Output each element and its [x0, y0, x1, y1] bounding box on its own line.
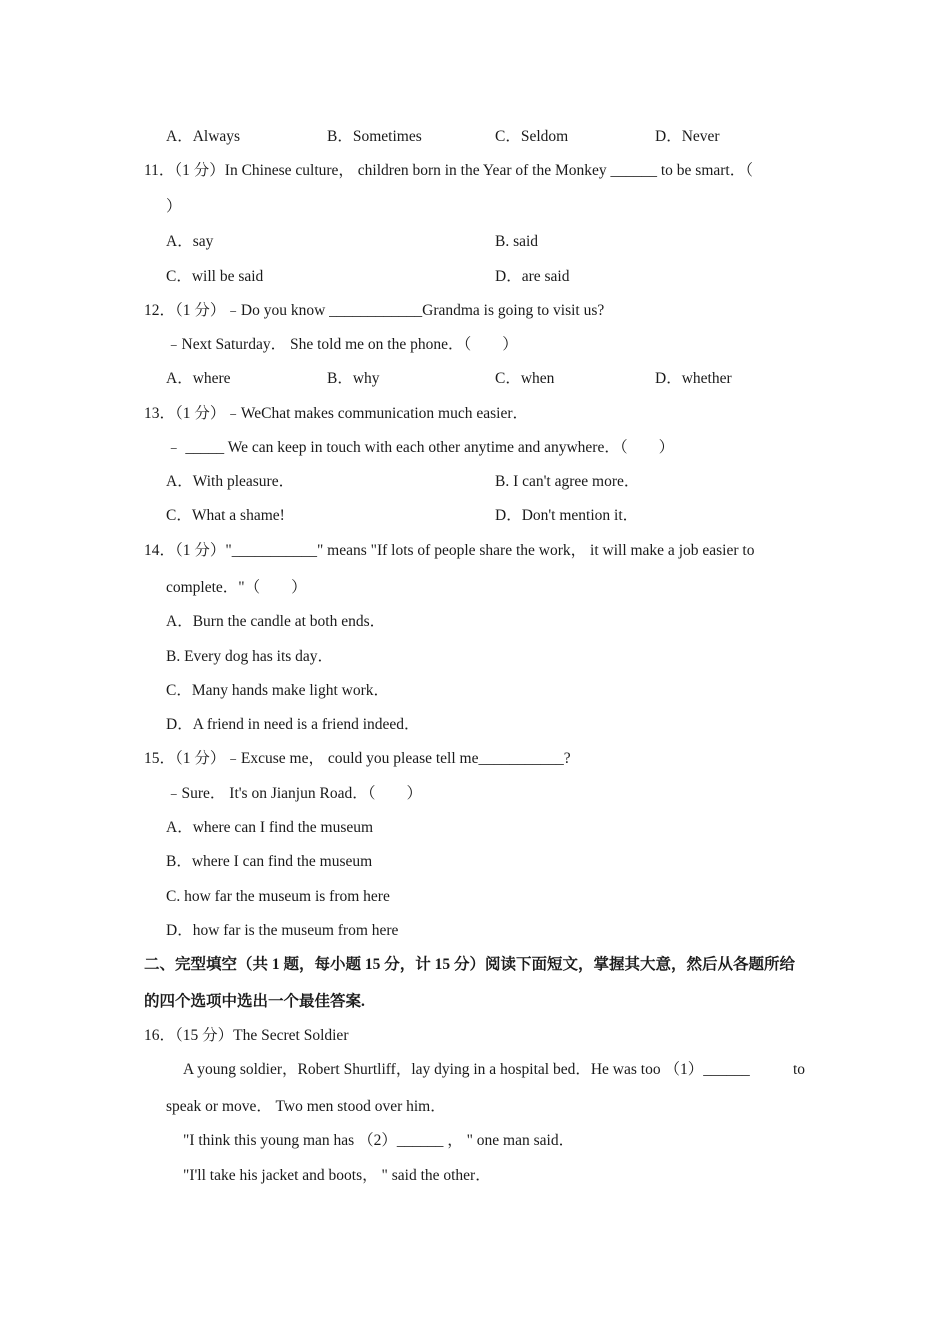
q13-option-b: B. I can't agree more． [495, 473, 640, 490]
q14-option-d: D．A friend in need is a friend indeed． [166, 716, 420, 733]
q12-option-d: D．whether [655, 370, 732, 387]
section2-heading-line1: 二、完型填空（共 1 题，每小题 15 分，计 15 分）阅读下面短文，掌握其大意，然后从各题所给 [144, 956, 796, 973]
q10-option-b: B．Sometimes [327, 128, 422, 145]
q13-option-d: D．Don't mention it． [495, 507, 639, 524]
q12-option-c: C．when [495, 370, 555, 387]
q15-option-c: C. how far the museum is from here [166, 888, 390, 905]
q11-stem-end: ） [166, 198, 182, 215]
q13-line2: ﹣ _____ We can keep in touch with each other anytime and anywhere．（ ） [166, 439, 675, 456]
q13-stem: 13．（1 分）﹣WeChat makes communication much easier． [144, 405, 529, 422]
q15-option-d: D．how far is the museum from here [166, 922, 399, 939]
q12-option-a: A．where [166, 370, 231, 387]
q16-stem: 16．（15 分）The Secret Soldier [144, 1027, 349, 1044]
q15-line2: ﹣Sure． It's on Jianjun Road．（ ） [166, 785, 422, 802]
q16-paragraph1-line2: speak or move． Two men stood over him． [166, 1098, 446, 1115]
q14-line2: complete．"（ ） [166, 579, 307, 596]
q11-stem: 11．（1 分）In Chinese culture， children born in the Year of the Monkey ______ to be smart．（ [144, 162, 753, 179]
q14-option-c: C．Many hands make light work． [166, 682, 390, 699]
q10-option-d: D．Never [655, 128, 720, 145]
q10-option-c: C．Seldom [495, 128, 569, 145]
q14-option-b: B. Every dog has its day． [166, 648, 334, 665]
q11-option-d: D．are said [495, 268, 570, 285]
q12-stem: 12．（1 分）﹣Do you know ____________Grandma is going to visit us? [144, 302, 605, 319]
q11-option-c: C．will be said [166, 268, 264, 285]
q10-option-a: A．Always [166, 128, 241, 145]
q13-option-c: C．What a shame! [166, 507, 285, 524]
q14-option-a: A．Burn the candle at both ends． [166, 613, 386, 630]
q13-option-a: A．With pleasure． [166, 473, 295, 490]
q16-paragraph3: "I'll take his jacket and boots， " said the other． [183, 1167, 491, 1184]
q12-option-b: B．why [327, 370, 380, 387]
q15-option-a: A．where can I find the museum [166, 819, 374, 836]
q12-line2: ﹣Next Saturday． She told me on the phone．（ ） [166, 336, 518, 353]
section2-heading-line2: 的四个选项中选出一个最佳答案. [144, 993, 365, 1010]
q15-stem: 15．（1 分）﹣Excuse me， could you please tell me___________? [144, 750, 571, 767]
q11-option-b: B. said [495, 233, 539, 250]
q16-paragraph2: "I think this young man has （2）______ ， " one man said． [183, 1132, 575, 1149]
q14-stem: 14．（1 分）"___________" means "If lots of people share the work， it will make a job easier to [144, 542, 755, 559]
q16-paragraph1-to: to [793, 1061, 806, 1078]
q11-option-a: A．say [166, 233, 214, 250]
q16-paragraph1-line1: A young soldier，Robert Shurtliff，lay dying in a hospital bed．He was too （1）______ [183, 1061, 750, 1078]
q15-option-b: B．where I can find the museum [166, 853, 373, 870]
